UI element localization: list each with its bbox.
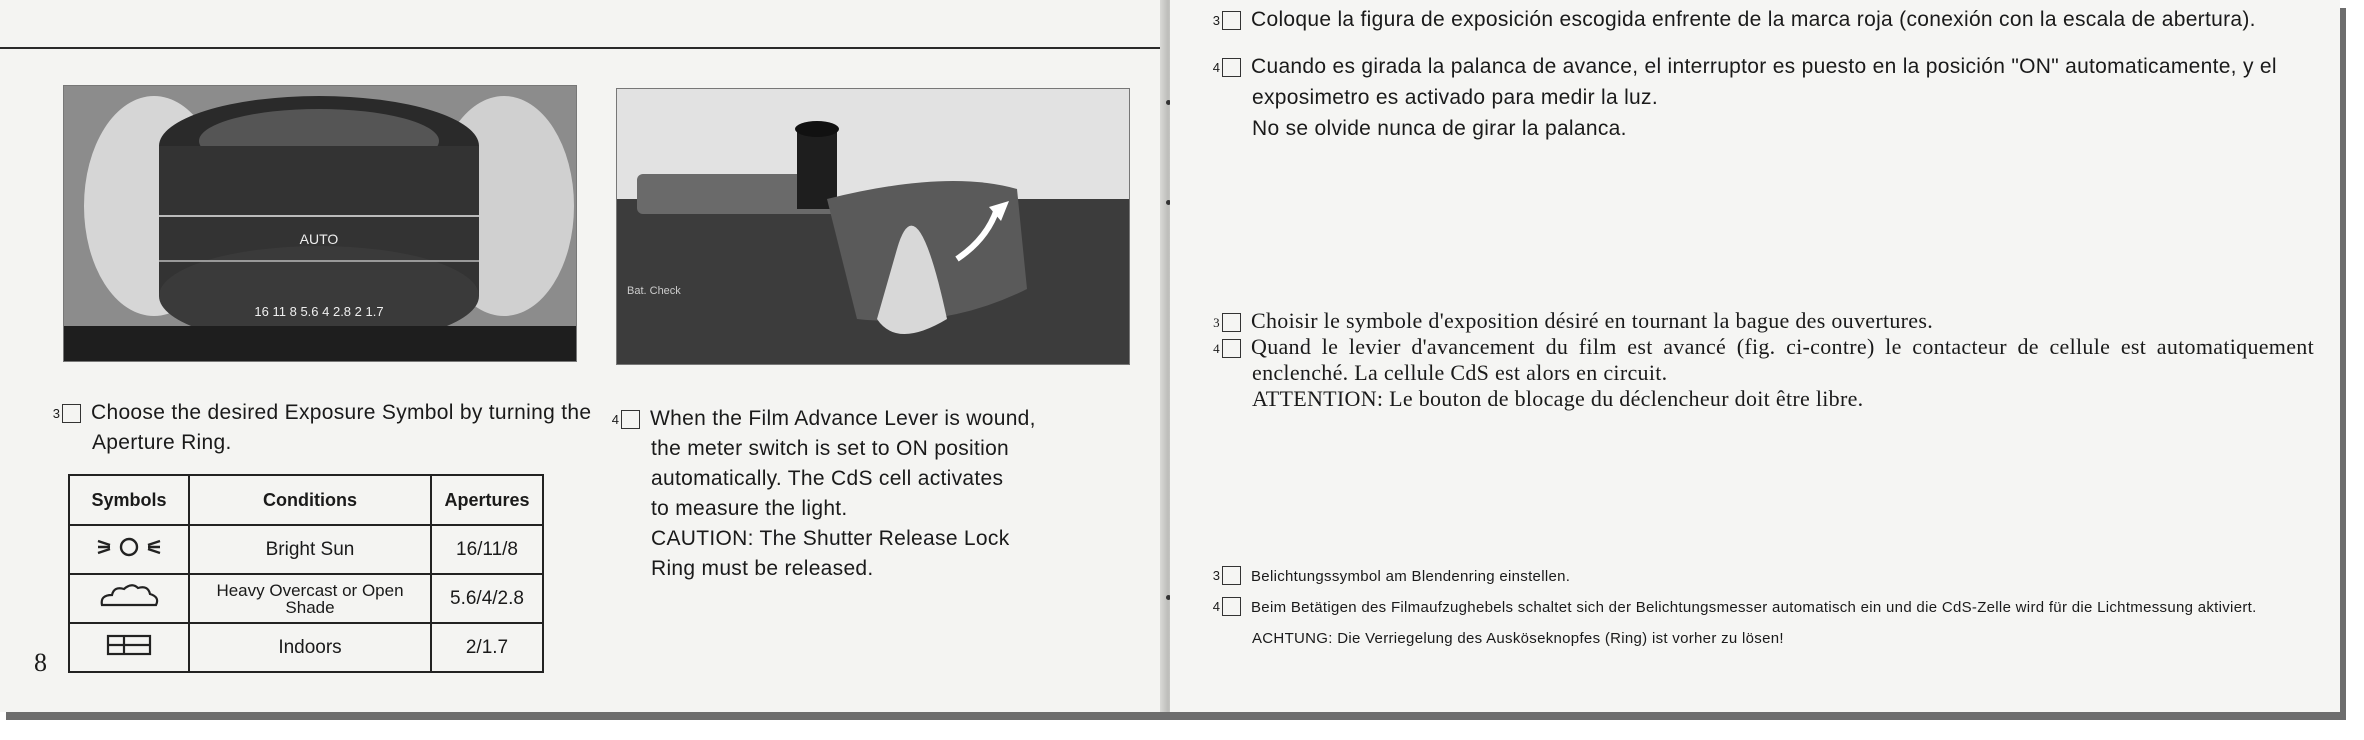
ring-auto-label: AUTO — [299, 231, 339, 247]
aperture-cell: 2/1.7 — [431, 623, 543, 672]
condition-cell: Heavy Overcast or Open Shade — [189, 574, 431, 623]
caution-line-2: Ring must be released. — [651, 557, 874, 580]
top-rule — [0, 47, 1164, 49]
indoors-icon — [69, 623, 189, 672]
lens-photo — [63, 85, 577, 362]
table-row — [69, 574, 543, 623]
right-page — [1170, 0, 2340, 712]
de-step-4-number: 4 — [1222, 597, 1241, 616]
step-4-line-4: to measure the light. — [651, 497, 848, 520]
lens-illustration — [64, 86, 576, 361]
french-instructions — [1213, 308, 2314, 412]
table-row — [69, 525, 543, 574]
es-step-4-text: Cuando es girada la palanca de avance, el interruptor es puesto en la posición "ON" automaticamente, y el exposimetro es activado para medir la luz. — [1251, 55, 2277, 109]
fr-step-3-text: Choisir le symbole d'exposition désiré en tournant la bague des ouvertures. — [1251, 308, 1934, 333]
caution-line-1: CAUTION: The Shutter Release Lock — [651, 527, 1010, 550]
condition-cell: Bright Sun — [189, 525, 431, 574]
step-4-line-2: the meter switch is set to ON position — [651, 437, 1010, 460]
aperture-table — [68, 474, 544, 673]
de-step-4-text: Beim Betätigen des Filmaufzughebels schaltet sich der Belichtungsmesser automatisch ein und die CdS-Zelle wird für die Lichtmessung aktiviert. — [1251, 599, 2257, 616]
spanish-instructions — [1212, 4, 2314, 144]
de-step-3-number: 3 — [1222, 566, 1241, 585]
step-4-line-1: When the Film Advance Lever is wound, — [650, 407, 1036, 430]
es-step-3-text: Coloque la figura de exposición escogida enfrente de la marca roja (conexión con la escala de abertura). — [1251, 8, 2256, 31]
header-symbols: Symbols — [69, 475, 189, 525]
es-step-4 — [1212, 51, 2314, 113]
es-step-3 — [1212, 4, 2314, 35]
german-instructions — [1212, 560, 2314, 656]
es-step-4-extra: No se olvide nunca de girar la palanca. — [1252, 117, 1627, 140]
de-step-3-text: Belichtungssymbol am Blendenring einstellen. — [1251, 568, 1571, 585]
left-page — [0, 0, 1164, 712]
de-achtung: ACHTUNG: Die Verriegelung des Ausköseknopfes (Ring) ist vorher zu lösen! — [1252, 630, 1784, 647]
fr-step-4-number: 4 — [1222, 339, 1241, 358]
step-4-line-3: automatically. The CdS cell activates — [651, 467, 1004, 490]
condition-cell: Indoors — [189, 623, 431, 672]
table-header-row — [69, 475, 543, 525]
bat-check-label: Bat. Check — [627, 285, 681, 297]
step-3-en — [52, 398, 592, 458]
step-3-number: 3 — [62, 404, 81, 423]
fr-step-3 — [1213, 308, 2314, 334]
ring-aperture-numbers: 16 11 8 5.6 4 2.8 2 1.7 — [254, 304, 384, 319]
fr-attention: ATTENTION: Le bouton de blocage du déclencheur doit être libre. — [1252, 386, 1864, 411]
lever-photo — [616, 88, 1130, 365]
step-4-number: 4 — [621, 410, 640, 429]
bright-sun-icon — [69, 525, 189, 574]
de-step-3 — [1212, 560, 2314, 594]
lever-illustration — [617, 89, 1129, 364]
aperture-cell: 5.6/4/2.8 — [431, 574, 543, 623]
header-apertures: Apertures — [431, 475, 543, 525]
cloud-icon — [69, 574, 189, 623]
de-step-4 — [1212, 594, 2314, 622]
fr-step-4 — [1213, 334, 2314, 386]
step-3-text: Choose the desired Exposure Symbol by turning the Aperture Ring. — [91, 401, 592, 454]
fr-step-4-text: Quand le levier d'avancement du film est avancé (fig. ci-contre) le contacteur de cellule est automatiquement enclenché. La cellule CdS est alors en circuit. — [1251, 334, 2314, 385]
aperture-cell: 16/11/8 — [431, 525, 543, 574]
es-step-4-number: 4 — [1222, 58, 1241, 77]
header-conditions: Conditions — [189, 475, 431, 525]
fr-step-3-number: 3 — [1222, 313, 1241, 332]
es-step-3-number: 3 — [1222, 11, 1241, 30]
step-4-en — [611, 404, 1101, 584]
page-number: 8 — [34, 648, 47, 677]
table-row — [69, 623, 543, 672]
